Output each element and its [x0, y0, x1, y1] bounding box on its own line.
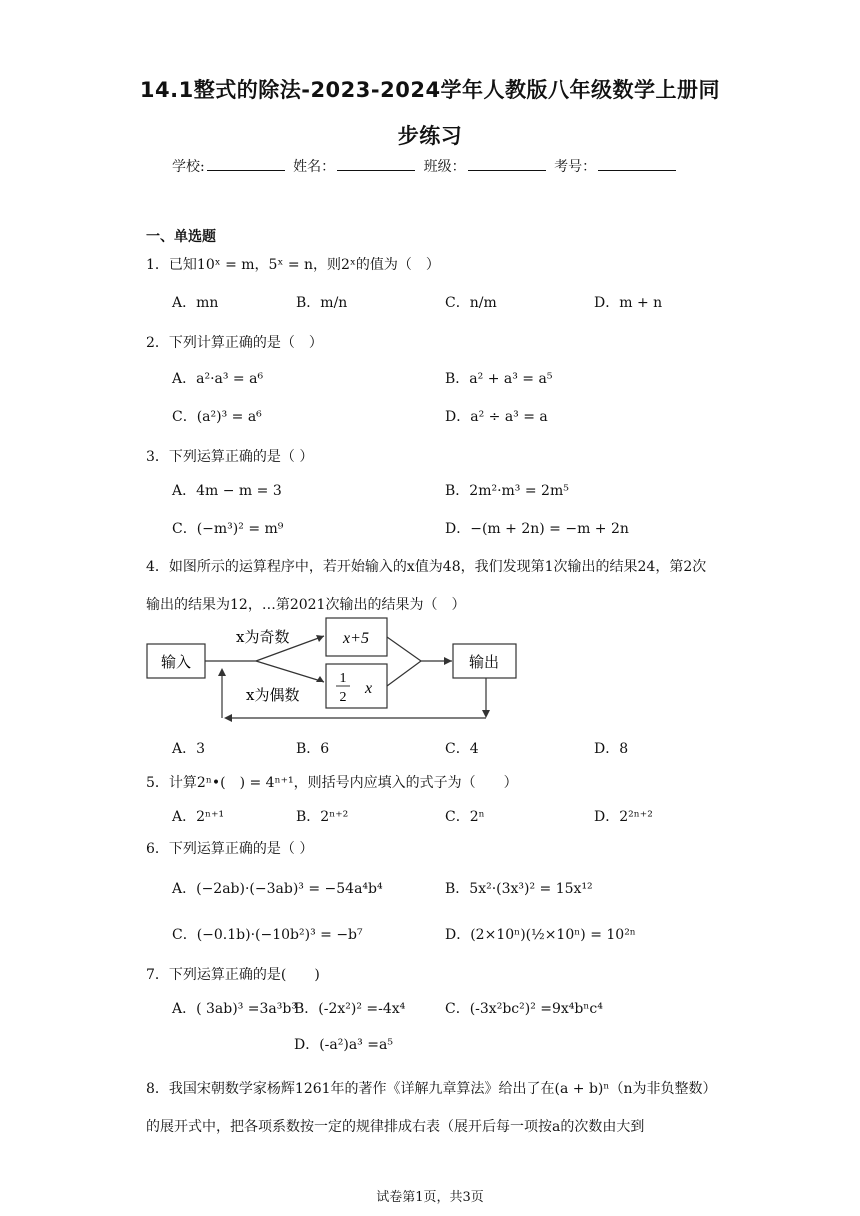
even-operation-box: [326, 664, 387, 708]
q5-option-a: A．2ⁿ⁺¹: [172, 809, 225, 825]
q3-option-c: C．(−m³)² = m⁹: [172, 521, 284, 537]
input-text: 输入: [160, 653, 192, 671]
class-blank[interactable]: [468, 158, 546, 171]
q6-option-b: B．5x²·(3x³)² = 15x¹²: [445, 881, 593, 897]
school-label: 学校:: [172, 159, 205, 175]
name-blank[interactable]: [337, 158, 415, 171]
q2-option-c: C．(a²)³ = a⁶: [172, 409, 262, 425]
output-text: 输出: [468, 653, 500, 671]
q1-option-a: A．mn: [172, 295, 219, 311]
q6-option-a: A．(−2ab)·(−3ab)³ = −54a⁴b⁴: [172, 881, 383, 897]
section-heading: 一、单选题: [146, 229, 216, 245]
q5-option-c: C．2ⁿ: [445, 809, 485, 825]
q7-option-a: A．( 3ab)³ =3a³b³: [172, 1001, 297, 1017]
svg-text:x: x: [365, 680, 373, 697]
q1-option-b: B．m/n: [296, 295, 348, 311]
question-4-stem: 4．如图所示的运算程序中，若开始输入的x值为48，我们发现第1次输出的结果24，第2次输出的结果为12，…第2021次输出的结果为（ ）: [146, 559, 707, 613]
q7-option-b: B．(-2x²)² =-4x⁴: [294, 1001, 406, 1017]
q2-option-d: D．a² ÷ a³ = a: [445, 409, 548, 425]
name-label: 姓名：: [293, 159, 336, 175]
student-info-row: [172, 156, 680, 176]
q3-option-a: A．4m − m = 3: [172, 483, 282, 499]
svg-text:2: 2: [339, 690, 347, 705]
odd-operation-text: x+5: [343, 630, 369, 647]
question-2-stem: 2．下列计算正确的是（ ）: [146, 335, 323, 351]
q2-option-b: B．a² + a³ = a⁵: [445, 371, 553, 387]
q3-option-b: B．2m²·m³ = 2m⁵: [445, 483, 569, 499]
question-6-stem: 6．下列运算正确的是（ ）: [146, 841, 314, 857]
q3-option-d: D．−(m + 2n) = −m + 2n: [445, 521, 629, 537]
svg-text:1: 1: [339, 671, 347, 686]
q1-option-c: C．n/m: [445, 295, 497, 311]
q2-option-a: A．a²·a³ = a⁶: [172, 371, 264, 387]
school-blank[interactable]: [207, 158, 285, 171]
question-7-stem: 7．下列运算正确的是( ): [146, 967, 320, 983]
q7-option-d: D．(-a²)a³ =a⁵: [294, 1037, 393, 1053]
exam-no-blank[interactable]: [598, 158, 676, 171]
page-footer: 试卷第1页，共3页: [376, 1190, 484, 1205]
q7-option-c: C．(-3x²bc²)² =9x⁴bⁿc⁴: [445, 1001, 603, 1017]
q6-option-c: C．(−0.1b)·(−10b²)³ = −b⁷: [172, 927, 363, 943]
class-label: 班级：: [423, 159, 466, 175]
exam-no-label: 考号：: [554, 159, 597, 175]
flowchart-diagram: [146, 612, 526, 732]
q4-option-c: C．4: [445, 741, 479, 757]
document-title-line2: 步练习: [397, 124, 463, 148]
question-5-stem: 5．计算2ⁿ•( ) = 4ⁿ⁺¹，则括号内应填入的式子为（ ）: [146, 775, 518, 791]
q4-option-b: B．6: [296, 741, 330, 757]
document-title-line1: 14.1整式的除法-2023-2024学年人教版八年级数学上册同: [139, 78, 721, 102]
q4-option-d: D．8: [594, 741, 629, 757]
odd-condition-label: x为奇数: [236, 628, 290, 646]
q4-option-a: A．3: [172, 741, 206, 757]
question-1-stem: 1．已知10ˣ = m，5ˣ = n，则2ˣ的值为（ ）: [146, 257, 440, 273]
q1-option-d: D．m + n: [594, 295, 663, 311]
q5-option-d: D．2²ⁿ⁺²: [594, 809, 653, 825]
question-8-stem: 8．我国宋朝数学家杨辉1261年的著作《详解九章算法》给出了在(a + b)ⁿ（n为非负整数）的展开式中，把各项系数按一定的规律排成右表（展开后每一项按a的次数由大到: [146, 1081, 710, 1135]
q5-option-b: B．2ⁿ⁺²: [296, 809, 349, 825]
question-3-stem: 3．下列运算正确的是（ ）: [146, 449, 314, 465]
even-condition-label: x为偶数: [246, 686, 300, 704]
q6-option-d: D．(2×10ⁿ)(½×10ⁿ) = 10²ⁿ: [445, 927, 636, 943]
